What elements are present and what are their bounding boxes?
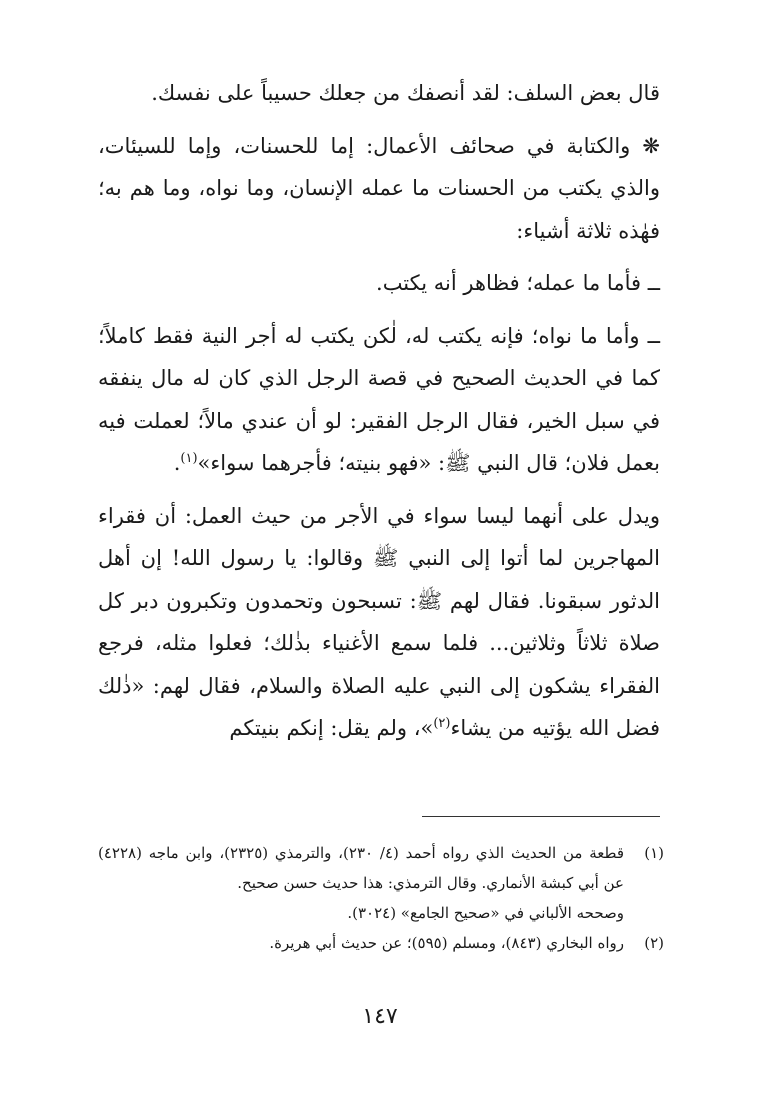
- paragraph-intended-end: .: [173, 451, 181, 475]
- paragraph-poor-emigrants: [98, 495, 660, 750]
- paragraph-emigrants-end: »، ولم يقل: إنكم بنيتكم: [229, 716, 434, 740]
- page-number: ١٤٧: [362, 1004, 398, 1029]
- main-text-body: [98, 72, 660, 750]
- footnote-1: [98, 838, 664, 898]
- paragraph-salaf-quote: قال بعض السلف: لقد أنصفك من جعلك حسيباً على نفسك.: [151, 81, 660, 105]
- footnote-2: [98, 928, 664, 958]
- footnote-ref-2[interactable]: (٢): [433, 716, 451, 731]
- paragraph-what-was-intended: [98, 315, 660, 485]
- paragraph-intended-text: ــ وأما ما نواه؛ فإنه يكتب له، لٰكن يكتب له أجر النية فقط كاملاً؛ كما في الحديث الصحيح في قصة الرجل الذي كان له مال ينفقه في سبل الخير، فقال الرجل الفقير: لو أن عندي مالاً؛ لعملت فيه بعمل فلان؛ قال النبي ﷺ: «فهو بنيته؛ فأجرهما سواء»: [98, 323, 660, 475]
- paragraph-what-was-done: ــ فأما ما عمله؛ فظاهر أنه يكتب.: [376, 271, 660, 295]
- footnote-divider: [422, 816, 660, 817]
- footnotes-section: [98, 838, 664, 958]
- footnote-1-continuation: وصححه الألباني في «صحيح الجامع» (٣٠٢٤).: [347, 904, 624, 922]
- paragraph-writing-deeds: ❋ والكتابة في صحائف الأعمال: إما للحسنات، وإما للسيئات، والذي يكتب من الحسنات ما عمله الإنسان، وما نواه، وما هم به؛ فهٰذه ثلاثة أشياء:: [98, 133, 660, 243]
- footnote-1-number: (١): [644, 844, 664, 862]
- footnote-2-number: (٢): [644, 934, 664, 952]
- footnote-2-text: رواه البخاري (٨٤٣)، ومسلم (٥٩٥)؛ عن حديث أبي هريرة.: [269, 934, 624, 952]
- footnote-ref-1[interactable]: (١): [180, 451, 198, 466]
- footnote-1-text: قطعة من الحديث الذي رواه أحمد (٤/ ٢٣٠)، والترمذي (٢٣٢٥)، وابن ماجه (٤٢٢٨) عن أبي كبشة الأنماري. وقال الترمذي: هذا حديث حسن صحيح.: [98, 844, 625, 892]
- paragraph-emigrants-text: ويدل على أنهما ليسا سواء في الأجر من حيث العمل: أن فقراء المهاجرين لما أتوا إلى النبي ﷺ وقالوا: يا رسول الله! إن أهل الدثور سبقونا. فقال لهم ﷺ: تسبحون وتحمدون وتكبرون دبر كل صلاة ثلاثاً وثلاثين... فلما سمع الأغنياء بذٰلك؛ فعلوا مثله، فرجع الفقراء يشكون إلى النبي عليه الصلاة والسلام، فقال لهم: «ذٰلك فضل الله يؤتيه من يشاء: [98, 503, 660, 740]
